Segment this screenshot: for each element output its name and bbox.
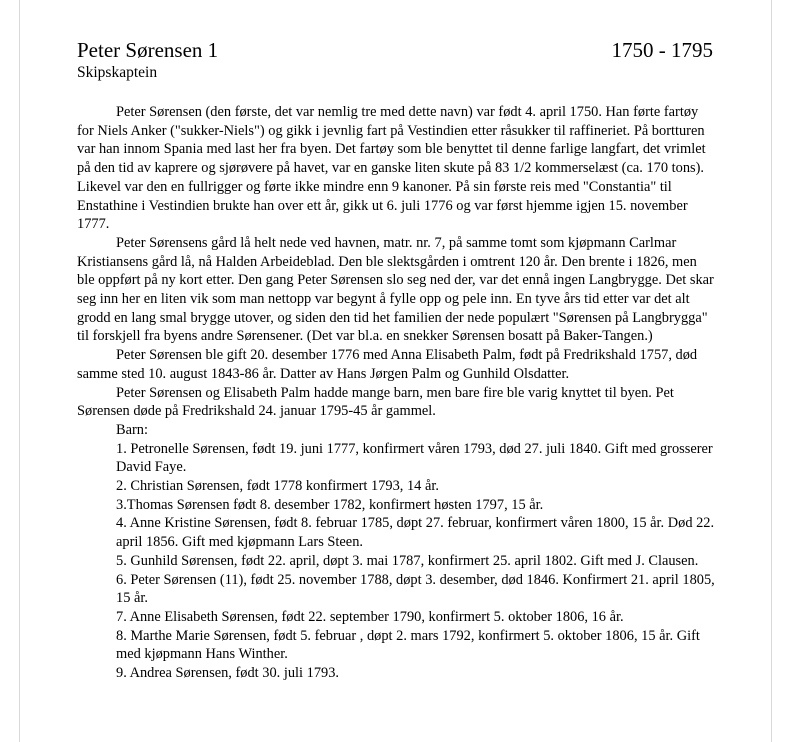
page-edge-right — [771, 0, 772, 742]
life-dates: 1750 - 1795 — [611, 38, 713, 62]
child-item: 4. Anne Kristine Sørensen, født 8. februar 1785, døpt 27. februar, konfirmert våren 1800, 15 år. Død 22. april 1856. Gift med kjøpmann Lars Steen. — [116, 515, 715, 551]
document-header — [77, 35, 717, 65]
paragraph-biography: Peter Sørensen (den første, det var nemlig tre med dette navn) var født 4. april 1750. Han førte fartøy for Niels Anker ("sukker-Niels") og gikk i jevnlig fart på Vestindien etter råsukker til raffineriet. På bortturen var han innom Spania med last her fra byen. Det fartøy som ble benyttet til denne farlige langfart, det vrimlet på den tid av kaprere og sjørøvere på havet, var en ganske liten skute på 83 1/2 kommerselæst (ca. 170 tons). Likevel var den en fullrigger og førte ikke mindre enn 9 kanoner. På sin første reis med "Constantia" til Enstathine i Vestindien brukte han over ett år, gikk ut 6. juli 1776 og var først hjemme igjen 15. november 1777. — [77, 104, 706, 233]
child-item: 6. Peter Sørensen (11), født 25. november 1788, døpt 3. desember, død 1846. Konfirmert 21. april 1805, 15 år. — [116, 571, 715, 607]
page-subtitle: Skipskaptein — [77, 64, 158, 81]
child-item: 3.Thomas Sørensen født 8. desember 1782, konfirmert høsten 1797, 15 år. — [116, 496, 544, 513]
children-list — [77, 440, 717, 683]
paragraph-farm: Peter Sørensens gård lå helt nede ved havnen, matr. nr. 7, på samme tomt som kjøpmann Carlmar Kristiansens gård lå, nå Halden Arbeideblad. Den ble slektsgården i omtrent 120 år. Den brente i 1826, men ble oppført på ny kort etter. Den gang Peter Sørensen slo seg ned der, var det ennå ingen Langbrygge. Det skar seg inn her en liten vik som man nettopp var begynt å fylle opp og pele inn. En tyve års tid etter var det alt grodd en lang smal brygge utover, og siden den tid het familien der nede populært "Sørensen på Langbrygga" til forskjell fra byens andre Sørensener. (Det var bl.a. en snekker Sørensen bosatt på Baker-Tangen.) — [77, 234, 714, 345]
document-body — [77, 103, 717, 683]
children-heading: Barn: — [116, 421, 148, 438]
paragraph-death: Peter Sørensen og Elisabeth Palm hadde mange barn, men bare fire ble varig knyttet til byen. Pet Sørensen døde på Fredrikshald 24. januar 1795-45 år gammel. — [77, 384, 674, 420]
page-title: Peter Sørensen 1 — [77, 38, 219, 62]
child-item: 2. Christian Sørensen, født 1778 konfirmert 1793, 14 år. — [116, 478, 439, 495]
child-item: 1. Petronelle Sørensen, født 19. juni 1777, konfirmert våren 1793, død 27. juli 1840. Gift med grosserer David Faye. — [116, 440, 713, 476]
page-edge-left — [19, 0, 20, 742]
child-item: 8. Marthe Marie Sørensen, født 5. februar , døpt 2. mars 1792, konfirmert 5. oktober 1806, 15 år. Gift med kjøpmann Hans Winther. — [116, 627, 700, 663]
child-item: 5. Gunhild Sørensen, født 22. april, døpt 3. mai 1787, konfirmert 25. april 1802. Gift med J. Clausen. — [116, 552, 699, 569]
paragraph-marriage: Peter Sørensen ble gift 20. desember 1776 med Anna Elisabeth Palm, født på Fredrikshald 1757, død samme sted 10. august 1843-86 år. Datter av Hans Jørgen Palm og Gunhild Olsdatter. — [77, 347, 698, 382]
child-item: 7. Anne Elisabeth Sørensen, født 22. september 1790, konfirmert 5. oktober 1806, 16 år. — [116, 608, 624, 625]
child-item: 9. Andrea Sørensen, født 30. juli 1793. — [116, 665, 340, 682]
